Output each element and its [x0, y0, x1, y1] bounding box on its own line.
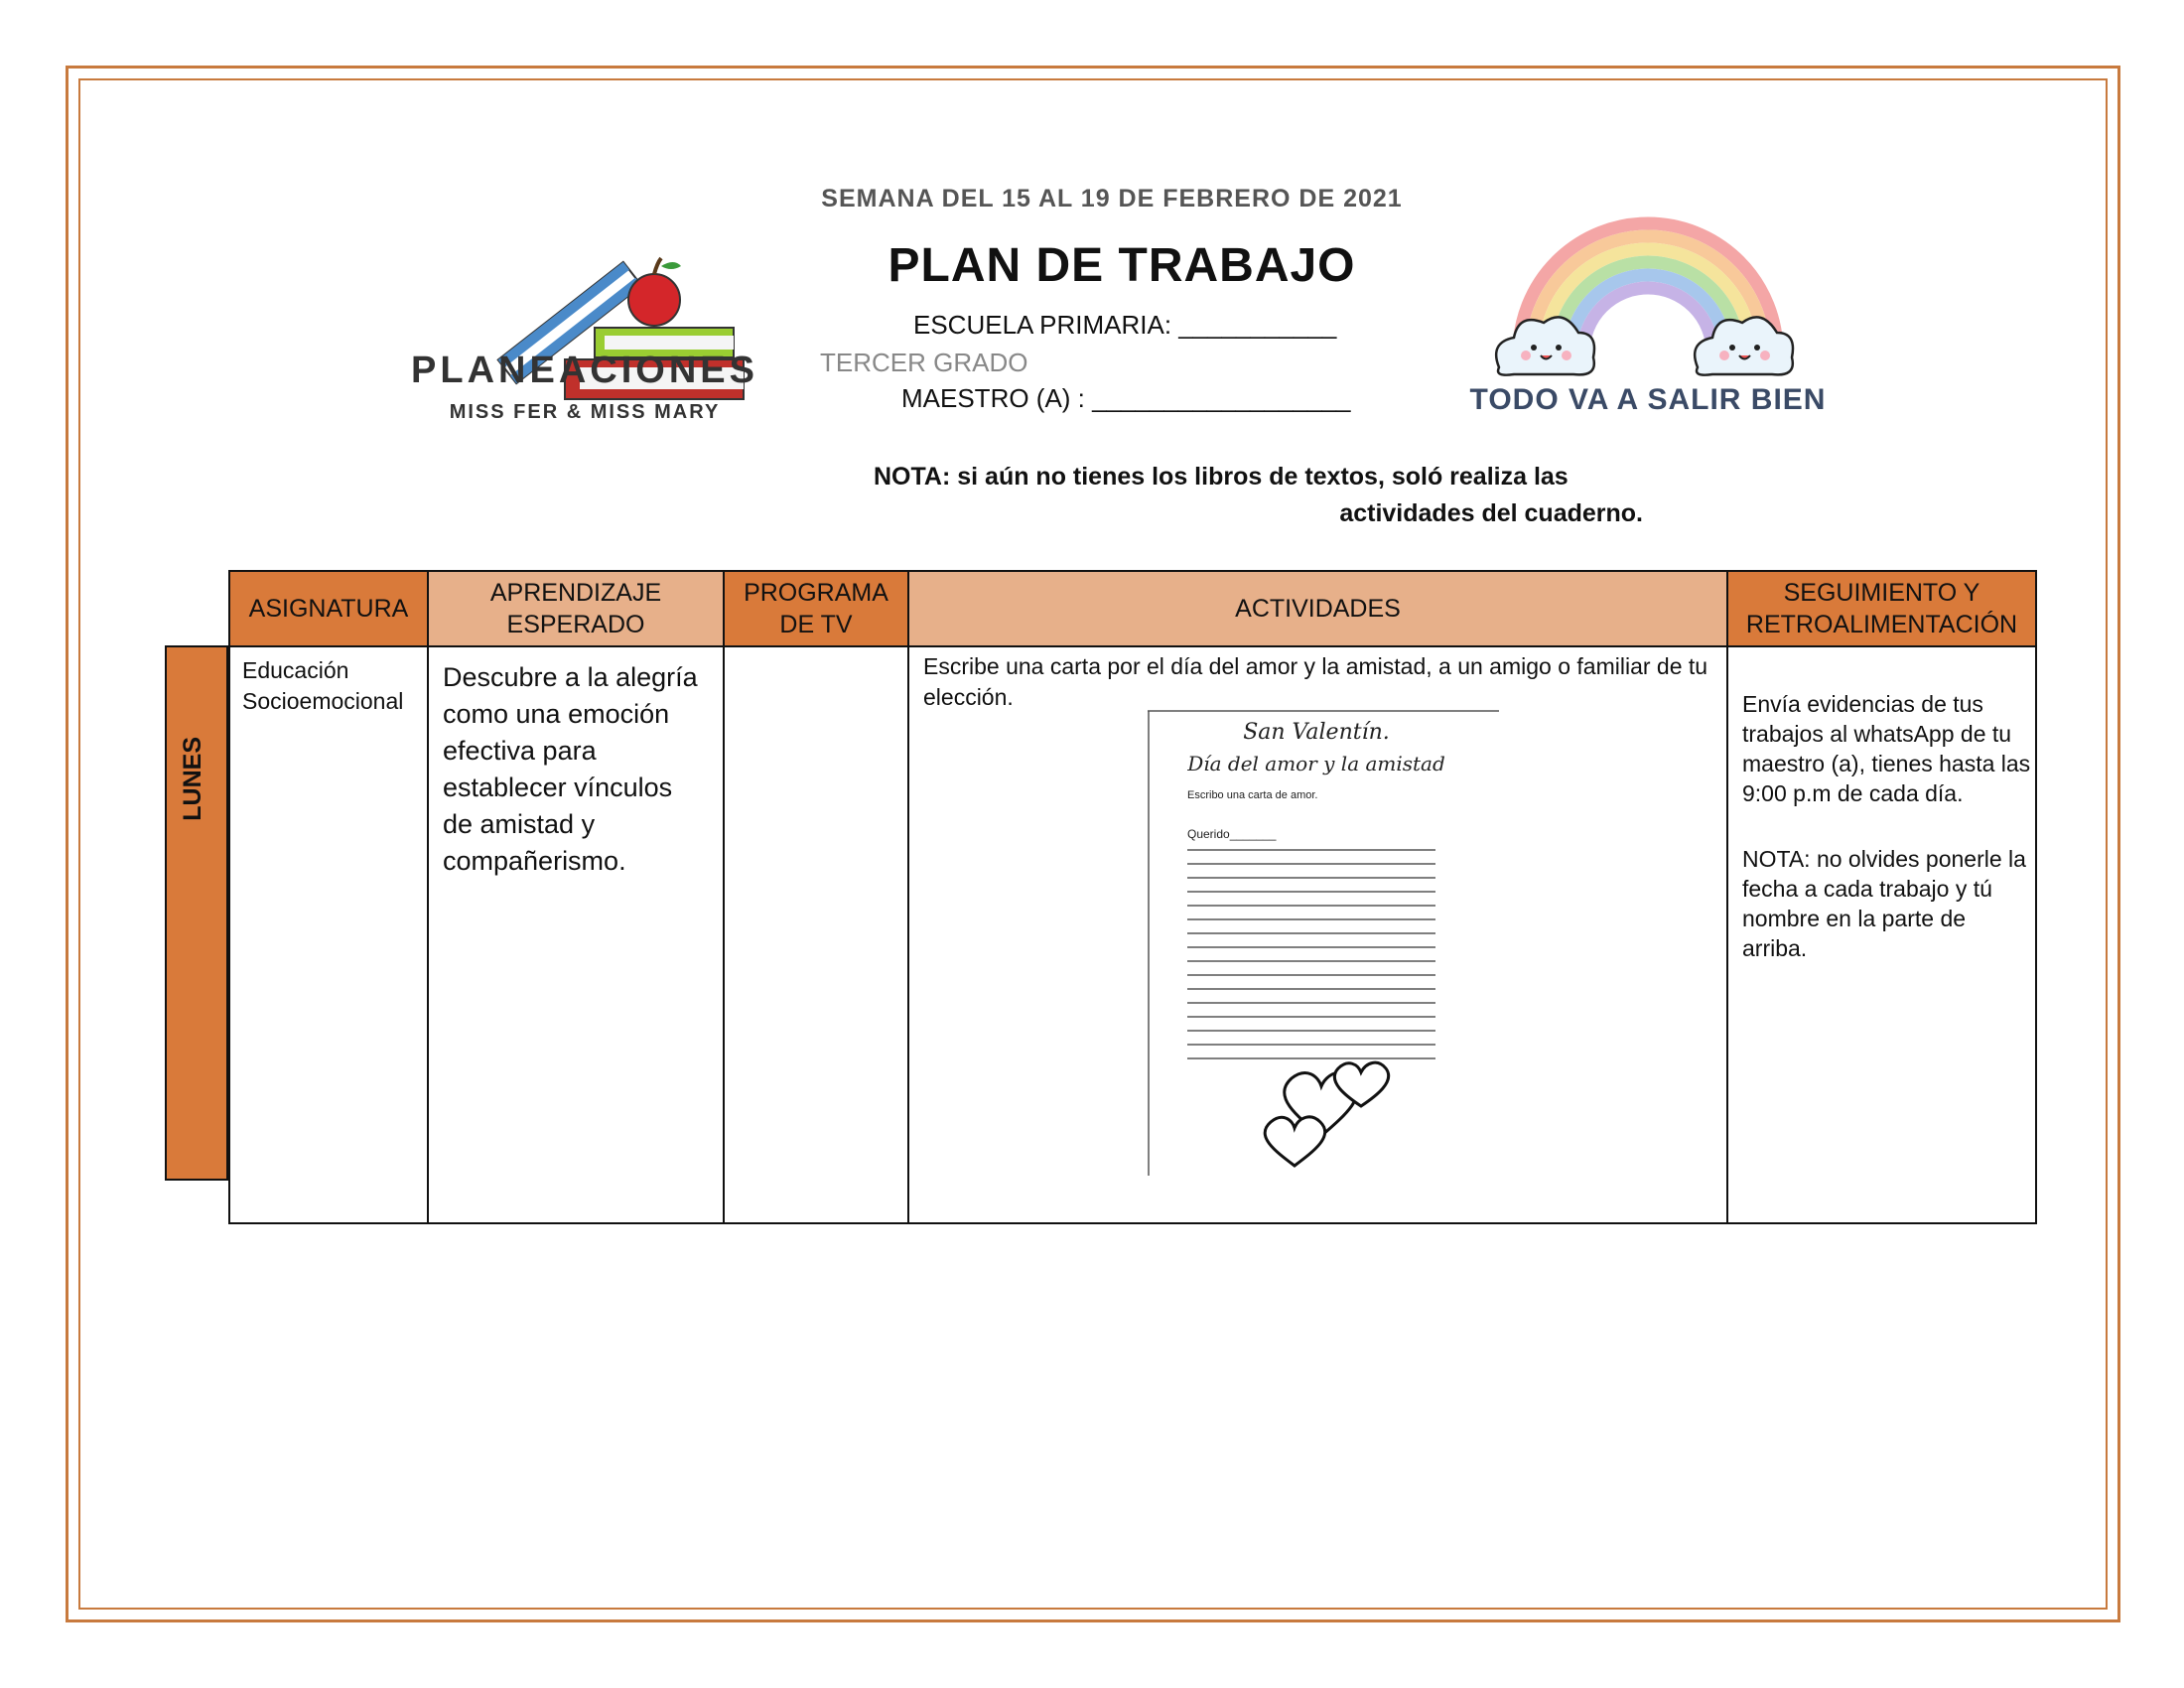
- worksheet-title: San Valentín.: [1243, 720, 1390, 745]
- plan-table: [228, 570, 2037, 1224]
- day-column: [165, 645, 228, 1181]
- cell-seguimiento: [1727, 646, 2036, 1223]
- header-asignatura: ASIGNATURA: [229, 571, 428, 646]
- note-line-1: NOTA: si aún no tienes los libros de textos, soló realiza las: [874, 463, 1569, 491]
- valentine-worksheet-image: [1148, 709, 1499, 1176]
- header-seguimiento: SEGUIMIENTO Y RETROALIMENTACIÓN: [1727, 571, 2036, 646]
- header-aprendizaje: APRENDIZAJE ESPERADO: [428, 571, 724, 646]
- teacher-field: MAESTRO (A) : __________________: [901, 383, 1351, 413]
- cell-asignatura: Educación Socioemocional: [229, 646, 428, 1223]
- followup-paragraph-2: NOTA: no olvides ponerle la fecha a cada trabajo y tú nombre en la parte de arriba.: [1742, 846, 2026, 961]
- worksheet-instruction: Escribo una carta de amor.: [1187, 789, 1318, 801]
- header-programa: PROGRAMA DE TV: [724, 571, 908, 646]
- cell-programa: [724, 646, 908, 1223]
- grade-label: TERCER GRADO: [820, 348, 1028, 377]
- day-label: LUNES: [179, 737, 206, 821]
- page-title: PLAN DE TRABAJO: [887, 239, 1356, 292]
- note-line-2: actividades del cuaderno.: [1339, 499, 1643, 527]
- school-field: ESCUELA PRIMARIA: ___________: [913, 310, 1337, 340]
- week-heading: SEMANA DEL 15 AL 19 DE FEBRERO DE 2021: [821, 185, 1403, 212]
- header-actividades: ACTIVIDADES: [908, 571, 1727, 646]
- note-text: [874, 459, 1643, 532]
- followup-paragraph-1: Envía evidencias de tus trabajos al whatsApp de tu maestro (a), tienes hasta las 9:00 p.m de cada día.: [1742, 691, 2031, 806]
- cell-actividades: [908, 646, 1727, 1223]
- logo-title: PLANEACIONES: [411, 350, 758, 391]
- cell-aprendizaje: Descubre a la alegría como una emoción efectiva para establecer vínculos de amistad y compañerismo.: [428, 646, 724, 1223]
- activity-text: Escribe una carta por el día del amor y la amistad, a un amigo o familiar de tu elección.: [923, 653, 1708, 710]
- logo-subtitle: MISS FER & MISS MARY: [449, 401, 721, 423]
- rainbow-caption: TODO VA A SALIR BIEN: [1469, 383, 1827, 416]
- worksheet-subtitle: Día del amor y la amistad: [1187, 752, 1445, 775]
- worksheet-greeting: Querido_______: [1187, 827, 1277, 841]
